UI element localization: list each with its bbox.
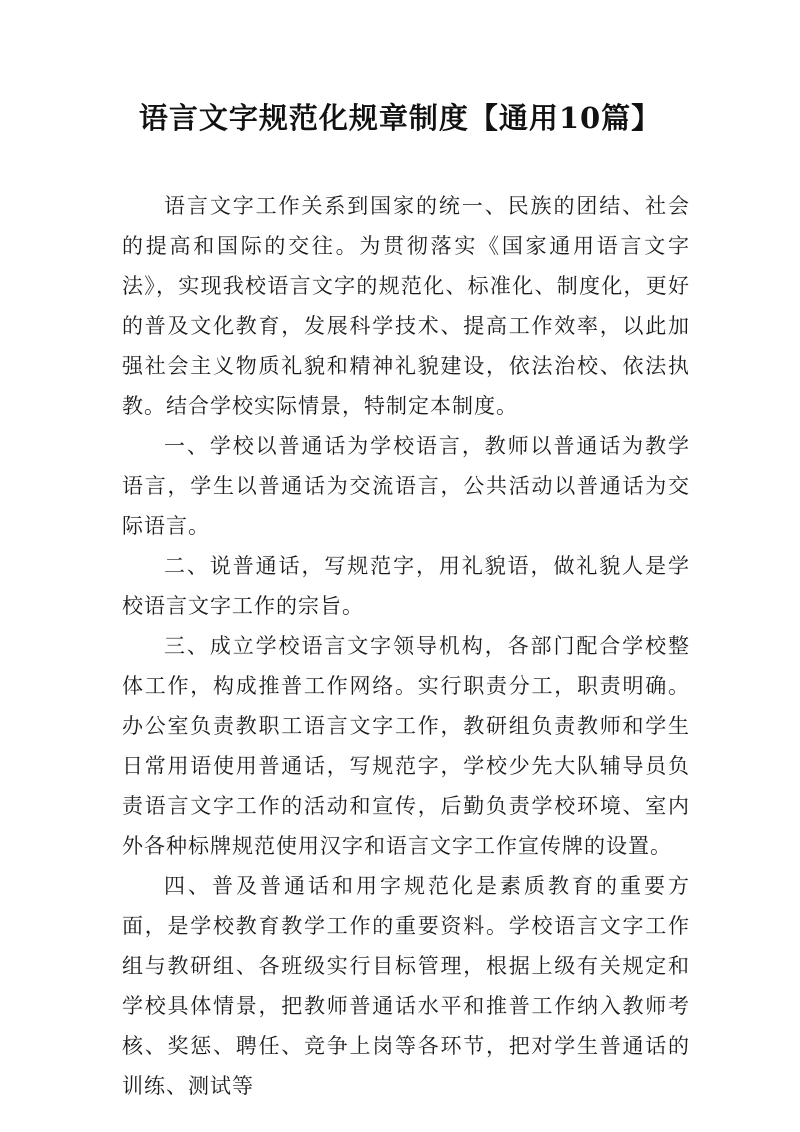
paragraph-rule-1: 一、学校以普通话为学校语言，教师以普通话为教学语言，学生以普通话为交流语言，公共活动以普通话为交际语言。 [122, 434, 690, 538]
paragraph-rule-2: 二、说普通话，写规范字，用礼貌语，做礼貌人是学校语言文字工作的宗旨。 [122, 554, 690, 618]
paragraph-intro: 语言文字工作关系到国家的统一、民族的团结、社会的提高和国际的交往。为贯彻落实《国家通用语言文字法》，实现我校语言文字的规范化、标准化、制度化，更好的普及文化教育，发展科学技术、提高工作效率，以此加强社会主义物质礼貌和精神礼貌建设，依法治校、依法执教。结合学校实际情景，特制定本制度。 [122, 194, 690, 418]
paragraph-rule-3: 三、成立学校语言文字领导机构，各部门配合学校整体工作，构成推普工作网络。实行职责分工，职责明确。办公室负责教职工语言文字工作，教研组负责教师和学生日常用语使用普通话，写规范字，学校少先大队辅导员负责语言文字工作的活动和宣传，后勤负责学校环境、室内外各种标牌规范使用汉字和语言文字工作宣传牌的设置。 [122, 634, 690, 858]
document-body [122, 186, 690, 1106]
paragraph-rule-4: 四、普及普通话和用字规范化是素质教育的重要方面，是学校教育教学工作的重要资料。学校语言文字工作组与教研组、各班级实行目标管理，根据上级有关规定和学校具体情景，把教师普通话水平和推普工作纳入教师考核、奖惩、聘任、竞争上岗等各环节，把对学生普通话的训练、测试等 [122, 874, 690, 1098]
document-title: 语言文字规范化规章制度【通用10篇】 [138, 101, 662, 135]
